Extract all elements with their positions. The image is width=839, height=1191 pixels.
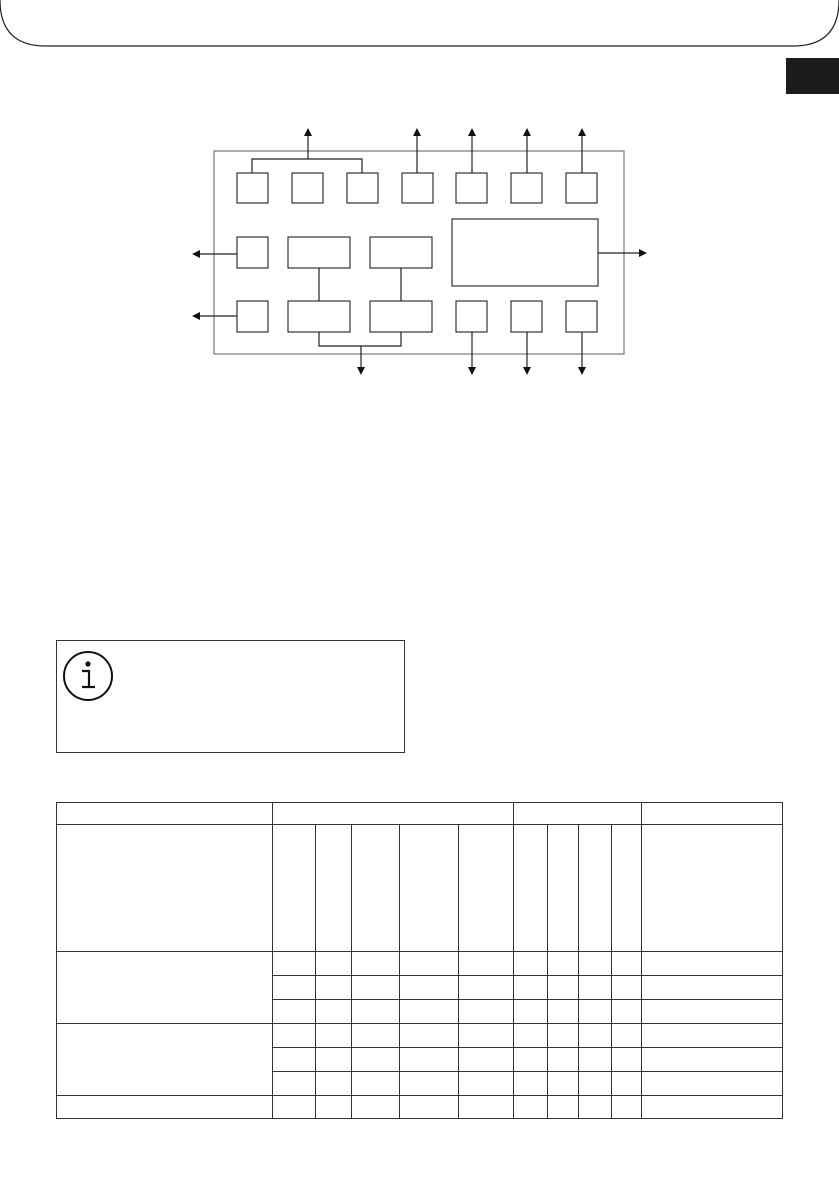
bottom-button-3 bbox=[566, 301, 597, 332]
table-row bbox=[57, 1096, 783, 1119]
header-cell bbox=[642, 803, 783, 825]
top-button-4 bbox=[402, 173, 433, 203]
top-button-2 bbox=[292, 173, 323, 203]
top-button-7 bbox=[566, 173, 597, 203]
subheader-cell bbox=[400, 825, 459, 952]
subheader-cell bbox=[316, 825, 352, 952]
subheader-cell bbox=[459, 825, 514, 952]
row-group-label bbox=[57, 1096, 273, 1119]
header-cell bbox=[514, 803, 642, 825]
top-button-3 bbox=[347, 173, 378, 203]
subheader-cell bbox=[57, 825, 273, 952]
info-note-box bbox=[56, 640, 405, 753]
row-group-label bbox=[57, 952, 273, 1024]
control-panel-diagram bbox=[0, 0, 839, 400]
subheader-cell bbox=[352, 825, 400, 952]
subheader-cell bbox=[579, 825, 612, 952]
top-button-6 bbox=[511, 173, 542, 203]
mid-button-left bbox=[237, 237, 268, 268]
table-row bbox=[57, 1024, 783, 1048]
info-icon bbox=[61, 649, 115, 703]
spec-table bbox=[56, 802, 783, 1119]
subheader-cell bbox=[612, 825, 642, 952]
top-button-5 bbox=[456, 173, 487, 203]
header-cell bbox=[57, 803, 273, 825]
subheader-cell bbox=[273, 825, 316, 952]
subheader-cell bbox=[514, 825, 548, 952]
bottom-display-2 bbox=[370, 301, 432, 332]
mid-display-2 bbox=[370, 237, 432, 268]
mid-display-1 bbox=[288, 237, 350, 268]
subheader-cell bbox=[642, 825, 783, 952]
bottom-button-left bbox=[237, 301, 268, 332]
table-row bbox=[57, 952, 783, 976]
main-screen bbox=[452, 219, 598, 286]
row-group-label bbox=[57, 1024, 273, 1096]
table-header-row bbox=[57, 803, 783, 825]
bottom-button-2 bbox=[511, 301, 542, 332]
subheader-cell bbox=[548, 825, 579, 952]
table-subheader-row bbox=[57, 825, 783, 952]
top-button-1 bbox=[237, 173, 268, 203]
bottom-display-1 bbox=[288, 301, 350, 332]
header-cell bbox=[273, 803, 514, 825]
bottom-button-1 bbox=[456, 301, 487, 332]
